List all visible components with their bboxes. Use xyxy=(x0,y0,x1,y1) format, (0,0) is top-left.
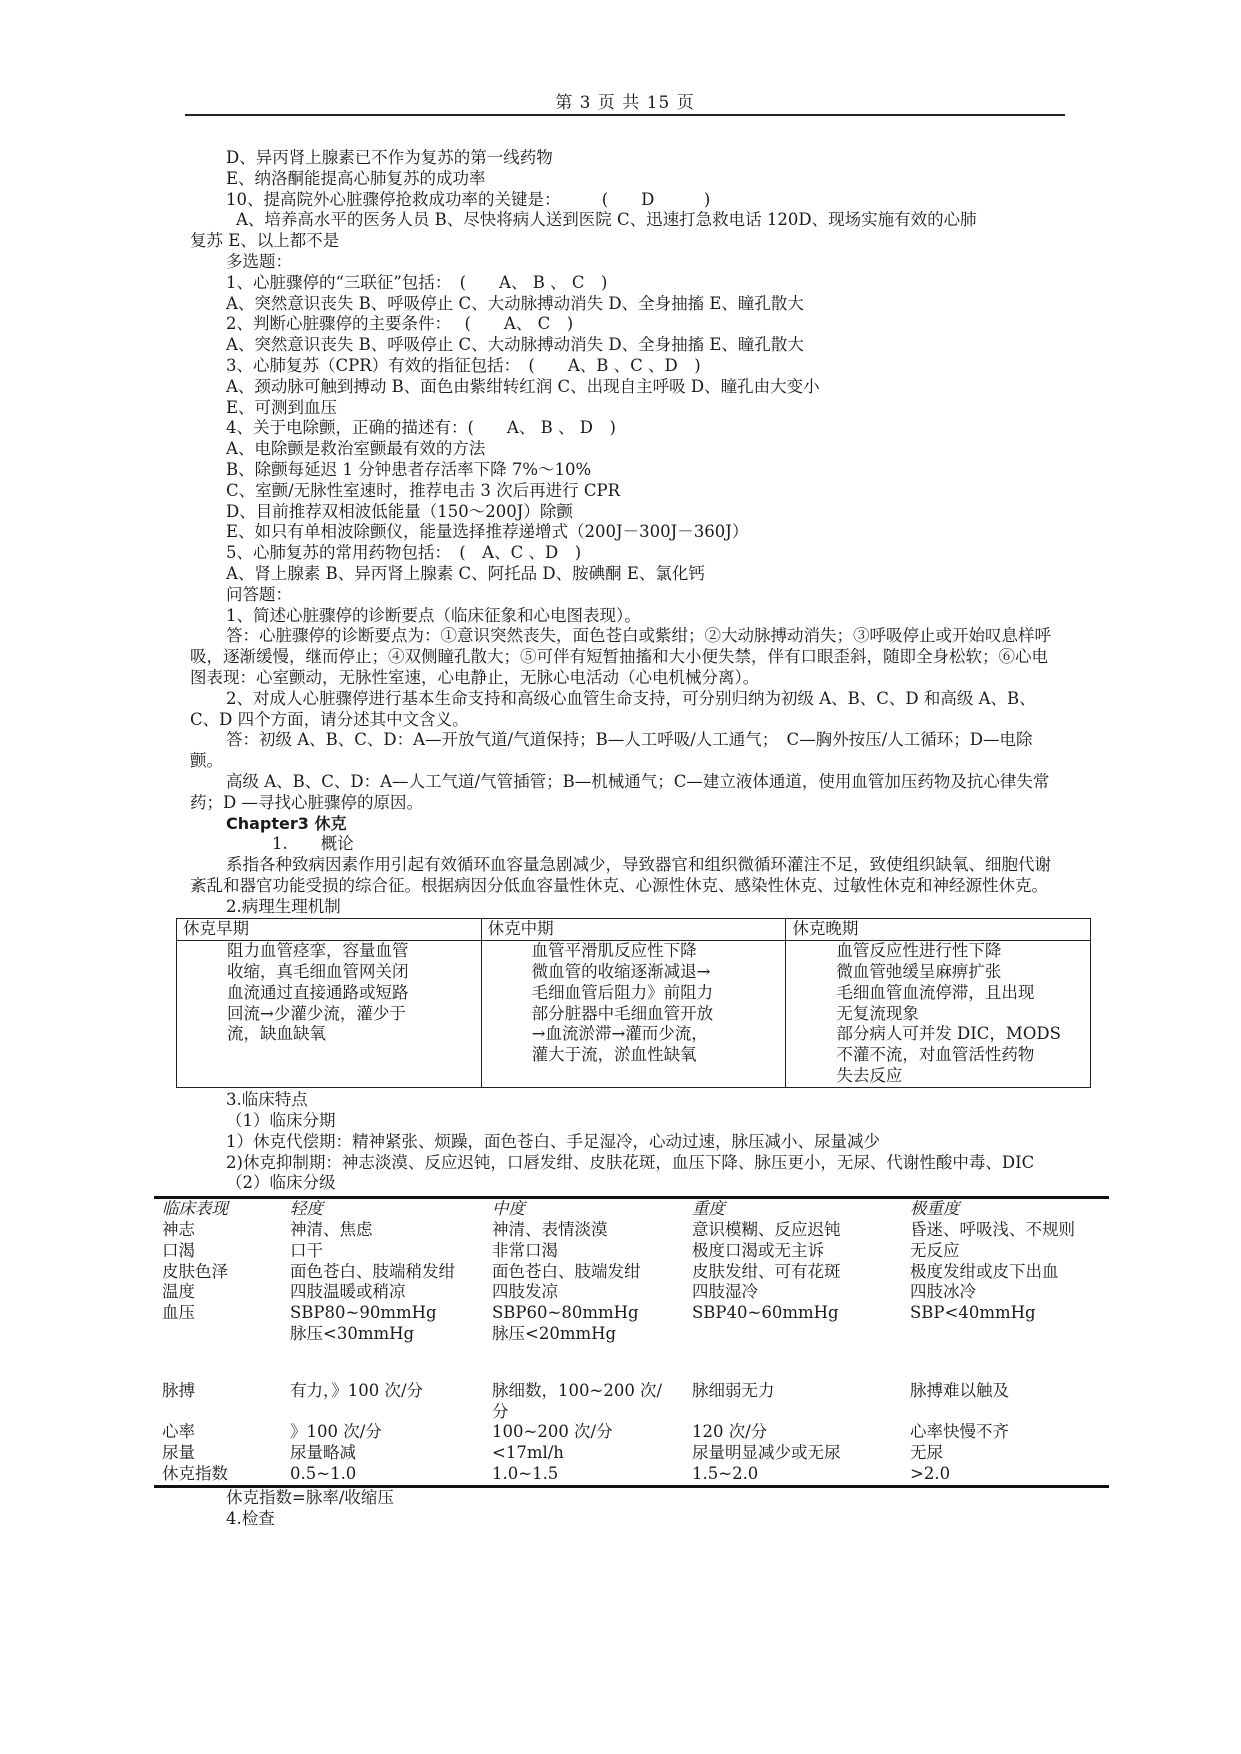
mid-stage-cell xyxy=(481,941,786,1088)
cell-line: →血流淤滞→灌而少流， xyxy=(531,1024,708,1044)
table-header-cell: 中度 xyxy=(492,1199,525,1219)
header-divider xyxy=(185,114,1065,116)
shock-stage-table xyxy=(176,918,1091,1088)
section-title: 1. 概论 xyxy=(272,834,354,854)
cell-line: 灌大于流，淤血性缺氧 xyxy=(531,1045,697,1065)
table-cell: 非常口渴 xyxy=(492,1240,558,1260)
table-cell: 皮肤色泽 xyxy=(162,1261,228,1281)
table-cell: 有力，》100 次/分 xyxy=(290,1380,424,1400)
table-cell: 脉细弱无力 xyxy=(692,1380,775,1400)
table-header-cell: 休克早期 xyxy=(177,919,482,941)
table-cell: SBP40~60mmHg xyxy=(692,1303,839,1323)
cell-line: 血流通过直接通路或短路 xyxy=(227,982,409,1002)
table-cell: 血压 xyxy=(162,1303,195,1323)
text-line: C、室颤/无脉性室速时，推荐电击 3 次后再进行 CPR xyxy=(226,480,621,500)
table-cell: 尿量 xyxy=(162,1443,195,1463)
cell-line: 阻力血管痉挛，容量血管 xyxy=(227,941,409,961)
bp-value: SBP60~80mmHg xyxy=(492,1303,639,1323)
cell-line: 无复流现象 xyxy=(836,1003,919,1023)
table-cell: 尿量明显减少或无尿 xyxy=(692,1443,841,1463)
table-cell: 神清、表情淡漠 xyxy=(492,1220,608,1240)
text-line: 问答题： xyxy=(226,584,292,604)
section-title: 3.临床特点 xyxy=(226,1090,308,1110)
formula-line: 休克指数=脉率/收缩压 xyxy=(226,1487,394,1507)
bp-value: SBP80~90mmHg xyxy=(290,1303,437,1323)
table-cell: 神清、焦虑 xyxy=(290,1220,373,1240)
cell-line: 微血管的收缩逐渐减退→ xyxy=(531,962,711,982)
table-cell: 1.0~1.5 xyxy=(492,1464,559,1484)
table-cell: 昏迷、呼吸浅、不规则 xyxy=(910,1220,1075,1240)
text-line: 4、关于电除颤，正确的描述有：( A、 B 、 D ) xyxy=(226,418,616,438)
text-line: 2、判断心脏骤停的主要条件： ( A、 C ) xyxy=(226,314,574,334)
text-line: A、肾上腺素 B、异丙肾上腺素 C、阿托品 D、胺碘酮 E、氯化钙 xyxy=(226,563,705,583)
table-header-cell: 休克晚期 xyxy=(786,919,1091,941)
cell-line: 不灌不流，对血管活性药物 xyxy=(836,1045,1035,1065)
text-line: E、如只有单相波除颤仪，能量选择推荐递增式（200J－300J－360J） xyxy=(226,522,749,542)
cell-line: 回流→少灌少流，灌少于 xyxy=(227,1003,406,1023)
table-cell: >2.0 xyxy=(910,1464,951,1484)
table-cell: 》100 次/分 xyxy=(290,1422,382,1442)
cell-line: 毛细血管后阻力》前阻力 xyxy=(531,982,714,1002)
table-cell xyxy=(484,1303,684,1345)
cell-line: 流，缺血缺氧 xyxy=(227,1024,326,1044)
cell-line: 部分脏器中毛细血管开放 xyxy=(531,1003,714,1023)
table-cell: 无反应 xyxy=(910,1240,960,1260)
text-line: 复苏 E、以上都不是 xyxy=(190,231,340,251)
answer-paragraph: 答：初级 A、B、C、D：A—开放气道/气道保持；B—人工呼吸/人工通气； C—胸外按压/人工循环；D—电除颤。 xyxy=(190,730,1033,771)
cell-line: 毛细血管血流停滞，且出现 xyxy=(836,982,1035,1002)
text-line: A、电除颤是救治室颤最有效的方法 xyxy=(226,439,486,459)
chapter-title: Chapter3 休克 xyxy=(226,813,347,833)
cell-line: 收缩，真毛细血管网关闭 xyxy=(227,962,409,982)
text-line: 5、心肺复苏的常用药物包括： ( A、C 、D ) xyxy=(226,543,582,563)
answer-paragraph: 高级 A、B、C、D：A—人工气道/气管插管；B—机械通气；C—建立液体通道，使用血管加压药物及抗心律失常药；D —寻找心脏骤停的原因。 xyxy=(190,771,1050,812)
question-paragraph: 2、对成人心脏骤停进行基本生命支持和高级心血管生命支持，可分别归纳为初级 A、B、C、D 和高级 A、B、C、D 四个方面，请分述其中文含义。 xyxy=(190,688,1036,729)
table-cell: SBP<40mmHg xyxy=(910,1303,1036,1323)
cell-line: 失去反应 xyxy=(836,1066,903,1086)
table-cell: 神志 xyxy=(162,1220,195,1240)
cell-line: 血管反应性进行性下降 xyxy=(836,941,1002,961)
answer-paragraph: 答：心脏骤停的诊断要点为：①意识突然丧失，面色苍白或紫绀；②大动脉搏动消失；③呼吸停止或开始叹息样呼吸，逐渐缓慢，继而停止；④双侧瞳孔散大；⑤可伴有短暂抽搐和大小便失禁，伴有口眼歪斜，随即全身松软；⑥心电图表现：心室颤动，无脉性室速，心电静止，无脉心电活动（心电机械分离）。 xyxy=(190,626,1051,687)
table-cell: 脉搏难以触及 xyxy=(910,1380,1009,1400)
table-header-cell: 休克中期 xyxy=(481,919,786,941)
table-cell: 无尿 xyxy=(910,1443,943,1463)
text-line: D、异丙肾上腺素已不作为复苏的第一线药物 xyxy=(226,148,553,167)
page-header: 第 3 页 共 15 页 xyxy=(555,93,695,113)
table-cell: 120 次/分 xyxy=(692,1422,768,1442)
shock-grade-table xyxy=(154,1196,1109,1488)
text-line: 1、简述心脏骤停的诊断要点（临床征象和心电图表现）。 xyxy=(226,605,641,625)
early-stage-cell xyxy=(177,941,482,1088)
text-line: 1）休克代偿期：精神紧张、烦躁，面色苍白、手足湿冷，心动过速，脉压减小、尿量减少 xyxy=(226,1131,880,1151)
table-cell: 尿量略减 xyxy=(290,1443,356,1463)
text-line: 2)休克抑制期：神志淡漠、反应迟钝，口唇发绀、皮肤花斑，血压下降、脉压更小，无尿、代谢性酸中毒、DIC xyxy=(226,1152,1035,1172)
table-cell: 温度 xyxy=(162,1282,195,1302)
table-cell: 面色苍白、肢端发绀 xyxy=(492,1261,641,1281)
text-line: B、除颤每延迟 1 分钟患者存活率下降 7%～10% xyxy=(226,459,592,479)
table-cell: 脉细数，100~200 次/分 xyxy=(492,1380,663,1421)
text-line: 1、心脏骤停的“三联征”包括： ( A、 B 、 C ) xyxy=(226,272,608,292)
text-line: 3、心肺复苏（CPR）有效的指征包括： ( A、B 、C 、D ) xyxy=(226,355,701,375)
table-cell: 皮肤发绀、可有花斑 xyxy=(692,1261,841,1281)
table-cell: 四肢温暖或稍凉 xyxy=(290,1282,406,1302)
table-cell: 四肢湿冷 xyxy=(692,1282,758,1302)
table-cell: 心率 xyxy=(162,1422,195,1442)
text-line: 10、提高院外心脏骤停抢救成功率的关键是： ( D ) xyxy=(226,189,711,209)
table-cell: 心率快慢不齐 xyxy=(910,1422,1009,1442)
text-line: A、培养高水平的医务人员 B、尽快将病人送到医院 C、迅速打急救电话 120D、现场实施有效的心肺 xyxy=(236,210,977,230)
table-header-cell: 轻度 xyxy=(290,1199,323,1219)
document-body xyxy=(162,148,1075,1529)
text-line: E、可测到血压 xyxy=(226,397,338,417)
table-header-cell: 临床表现 xyxy=(162,1199,228,1219)
text-line: A、颈动脉可触到搏动 B、面色由紫绀转红润 C、出现自主呼吸 D、瞳孔由大变小 xyxy=(226,376,820,396)
pulse-pressure-value: 脉压<20mmHg xyxy=(492,1324,617,1344)
cell-line: 微血管弛缓呈麻痹扩张 xyxy=(836,962,1002,982)
table-cell: 四肢发凉 xyxy=(492,1282,558,1302)
table-cell: 1.5~2.0 xyxy=(692,1464,759,1484)
pulse-pressure-value: 脉压<30mmHg xyxy=(290,1324,415,1344)
table-cell: 口干 xyxy=(290,1240,323,1260)
table-cell: 极度口渴或无主诉 xyxy=(692,1240,824,1260)
spacer-row xyxy=(154,1345,1109,1381)
table-cell: 面色苍白、肢端稍发绀 xyxy=(290,1261,455,1281)
subsection-title: （2）临床分级 xyxy=(226,1173,336,1193)
table-cell: 休克指数 xyxy=(162,1464,228,1484)
table-cell: 100~200 次/分 xyxy=(492,1422,613,1442)
section-title: 4.检查 xyxy=(226,1508,275,1528)
table-header-cell: 重度 xyxy=(692,1199,725,1219)
text-line: A、突然意识丧失 B、呼吸停止 C、大动脉搏动消失 D、全身抽搐 E、瞳孔散大 xyxy=(226,335,804,355)
table-cell xyxy=(282,1303,484,1345)
section-title: 2.病理生理机制 xyxy=(226,896,341,916)
late-stage-cell xyxy=(786,941,1091,1088)
text-line: A、突然意识丧失 B、呼吸停止 C、大动脉搏动消失 D、全身抽搐 E、瞳孔散大 xyxy=(226,293,804,313)
text-line: 多选题： xyxy=(226,251,292,271)
table-cell: 四肢冰冷 xyxy=(910,1282,976,1302)
table-header-cell: 极重度 xyxy=(910,1199,960,1219)
cell-line: 部分病人可并发 DIC，MODS xyxy=(836,1024,1061,1044)
table-cell: 口渴 xyxy=(162,1240,195,1260)
text-line: D、目前推荐双相波低能量（150～200J）除颤 xyxy=(226,501,573,521)
section-paragraph: 系指各种致病因素作用引起有效循环血容量急剧减少，导致器官和组织微循环灌注不足，致使组织缺氧、细胞代谢紊乱和器官功能受损的综合征。根据病因分低血容量性休克、心源性休克、感染性休克、过敏性休克和神经源性休克。 xyxy=(190,855,1051,895)
table-cell: 意识模糊、反应迟钝 xyxy=(692,1220,841,1240)
table-cell: 0.5~1.0 xyxy=(290,1464,357,1484)
subsection-title: （1）临床分期 xyxy=(226,1111,336,1131)
text-line: E、纳洛酮能提高心肺复苏的成功率 xyxy=(226,168,486,188)
table-cell: 脉搏 xyxy=(162,1380,195,1400)
table-cell: 极度发绀或皮下出血 xyxy=(910,1261,1059,1281)
cell-line: 血管平滑肌反应性下降 xyxy=(531,941,697,961)
table-cell: <17ml/h xyxy=(492,1443,564,1463)
